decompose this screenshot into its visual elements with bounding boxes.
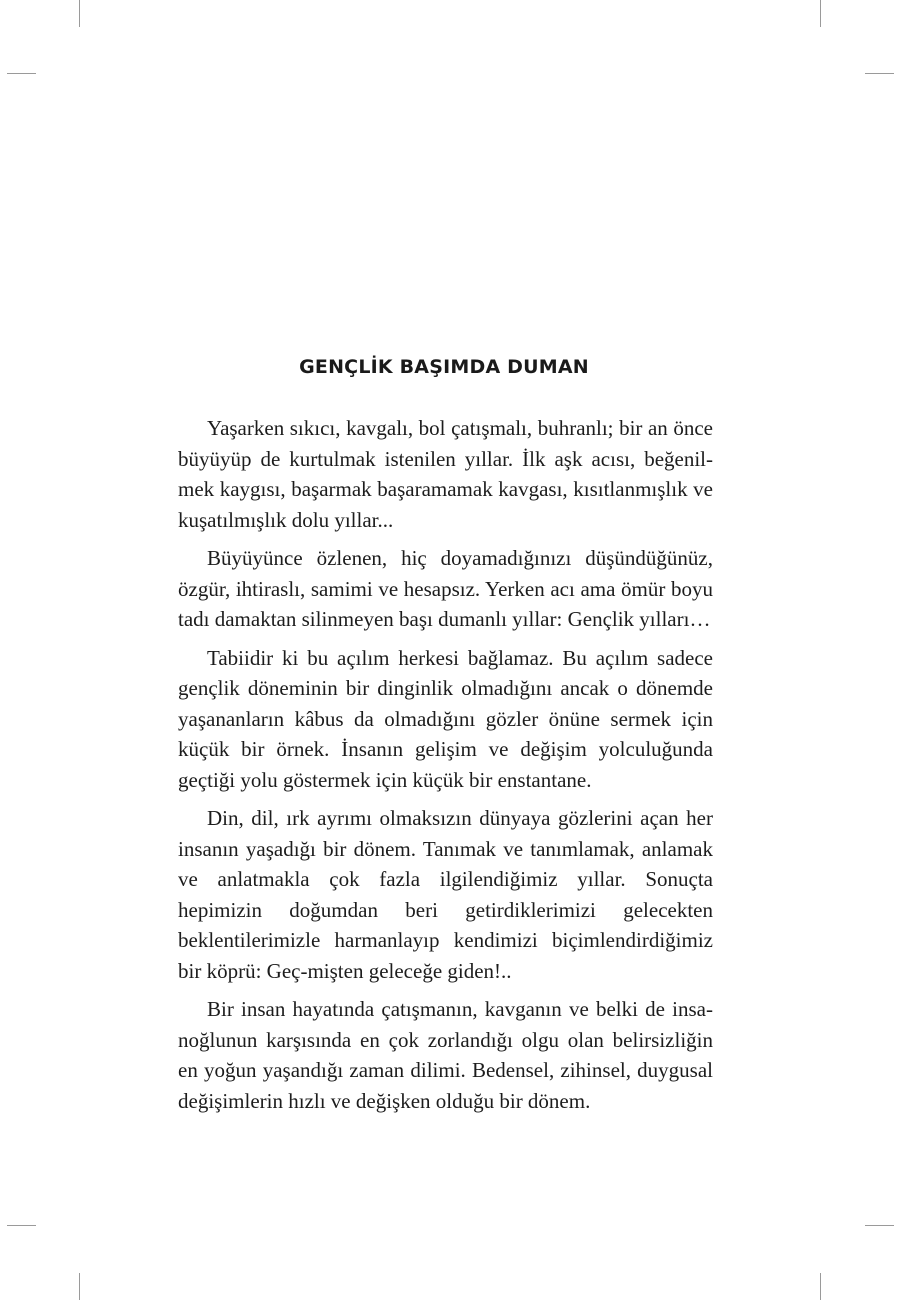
paragraph: Din, dil, ırk ayrımı olmaksızın dünyaya gözlerini açan her insanın yaşadığı bir dönem. Tanımak ve tanımlamak, anlamak ve anlatmakla çok fazla ilgilendiğimiz yıllar. Sonuçta hepimizin doğumdan beri getirdiklerimizi gelecekten beklentilerimizle harmanlayıp kendimizi biçimlendirdiğimiz bir köprü: Geç-mişten geleceğe giden!..	[178, 806, 713, 983]
crop-mark-bottom-left-vertical	[79, 1273, 80, 1300]
crop-mark-bottom-right-vertical	[820, 1273, 821, 1300]
paragraph: Tabiidir ki bu açılım herkesi bağlamaz. Bu açılım sadece gençlik döneminin bir dinginlik olmadığını ancak o dönemde yaşananların kâbus da olmadığını gözler önüne sermek için küçük bir örnek. İnsanın gelişim ve değişim yolculuğunda geçtiği yolu göstermek için küçük bir enstantane.	[178, 645, 713, 792]
paragraph: Yaşarken sıkıcı, kavgalı, bol çatışmalı, buhranlı; bir an önce büyüyüp de kurtulmak istenilen yıllar. İlk aşk acısı, beğenil-mek kaygısı, başarmak başaramamak kavgası, kısıtlanmışlık ve kuşatılmışlık dolu yıllar...	[178, 416, 713, 532]
paragraph: Bir insan hayatında çatışmanın, kavganın ve belki de insa-noğlunun karşısında en çok zorlandığı olgu olan belirsizliğin en yoğun yaşandığı zaman dilimi. Bedensel, zihinsel, duygusal değişimlerin hızlı ve değişken olduğu bir dönem.	[178, 997, 713, 1113]
crop-mark-top-left-vertical	[79, 0, 80, 27]
crop-mark-top-left-horizontal	[7, 73, 36, 74]
crop-mark-bottom-left-horizontal	[7, 1225, 36, 1226]
chapter-body	[178, 413, 713, 1124]
crop-mark-top-right-vertical	[820, 0, 821, 27]
crop-mark-top-right-horizontal	[865, 73, 894, 74]
paragraph: Büyüyünce özlenen, hiç doyamadığınızı düşündüğünüz, özgür, ihtiraslı, samimi ve hesapsız. Yerken acı ama ömür boyu tadı damaktan silinmeyen başı dumanlı yıllar: Gençlik yılları…	[178, 546, 713, 631]
chapter-title: GENÇLİK BAŞIMDA DUMAN	[299, 356, 589, 378]
crop-mark-bottom-right-horizontal	[865, 1225, 894, 1226]
